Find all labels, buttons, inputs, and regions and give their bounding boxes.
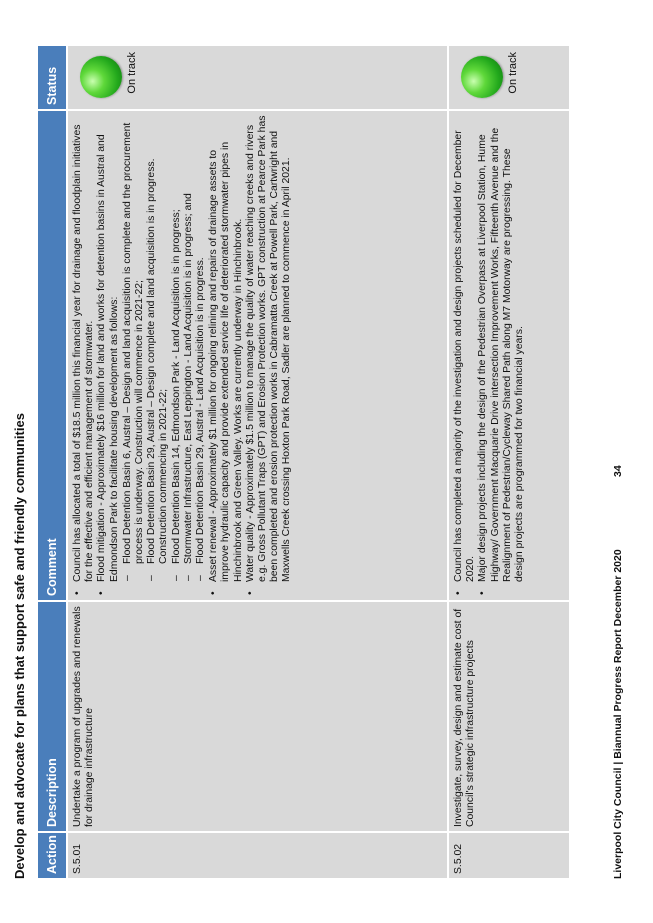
comment-bullet: • Major design projects including the design of the Pedestrian Overpass at Liverpool Station, Hume Highway/ Government Macquarie Drive intersection Improvement Works, Fifteenth Avenue and the Realignment of Pedestrian/Cycleway Shared Path along M7 Motorway are progressing. These design projects are programmed for two financial years. <box>477 115 526 582</box>
status-cell <box>67 45 448 110</box>
comment-bullet: • Asset renewal - Approximately $1 million for ongoing relining and repairs of drainage assets to improve hydraulic capacity and provide extended service life of deteriorated stormwater pipes in Hinchinbrook and Green Valley. Works are currently underway in Hinchinbrook. <box>208 115 245 582</box>
comment-sub-item: – Flood Detention Basin 29, Austral - Land Acquisition is in progress. <box>195 115 207 564</box>
comment-bullet-text: Flood mitigation - Approximately $16 million for land and works for detention basins in Austral and Edmondson Park to facilitate housing development as follows: <box>96 134 120 582</box>
action-code: S.5.01 <box>67 832 448 879</box>
status-cell <box>448 45 570 110</box>
comment-sub-item: – Flood Detention Basin 14, Edmondson Park - Land Acquisition is in progress; <box>171 115 183 564</box>
progress-table <box>36 44 571 880</box>
comment-cell <box>67 110 448 601</box>
header-status: Status <box>37 45 67 110</box>
table-row <box>67 45 448 879</box>
comment-bullet: • Council has allocated a total of $18.5 million this financial year for drainage and floodplain initiatives for the effective and efficient management of stormwater. <box>72 115 96 582</box>
status-text: On track <box>507 52 519 94</box>
status-indicator-icon <box>461 57 503 99</box>
action-code: S.5.02 <box>448 832 570 879</box>
header-action: Action <box>37 832 67 879</box>
header-description: Description <box>37 601 67 832</box>
page-number: 34 <box>612 465 624 477</box>
status-indicator-icon <box>80 57 122 99</box>
table-header-row <box>37 45 67 879</box>
description-cell: Undertake a program of upgrades and renewals for drainage infrastructure <box>67 601 448 832</box>
status-text: On track <box>126 52 138 94</box>
footer-report-title: Liverpool City Council | Biannual Progress Report December 2020 <box>612 549 624 879</box>
section-heading: Develop and advocate for plans that support safe and friendly communities <box>12 413 27 879</box>
comment-bullet: • Water quality - Approximately $1.5 million to manage the quality of water reaching creeks and rivers e.g. Gross Pollutant Traps (GPT) and Erosion Protection works. GPT construction at Pearce Park has been completed and erosion protection works in Cabramatta Creek at Powell Park, Cartwright and Maxwells Creek crossing Hoxton Park Road, Sadler are planned to commence in April 2021. <box>245 115 294 582</box>
comment-bullet <box>96 115 207 582</box>
table-row <box>448 45 570 879</box>
comment-sub-item: – Stormwater Infrastructure, East Leppington - Land Acquisition is in progress; and <box>183 115 195 564</box>
comment-cell <box>448 110 570 601</box>
comment-bullet: • Council has completed a majority of the investigation and design projects scheduled for December 2020. <box>453 115 477 582</box>
header-comment: Comment <box>37 110 67 601</box>
page-footer <box>612 45 632 879</box>
description-cell: Investigate, survey, design and estimate cost of Council's strategic infrastructure projects <box>448 601 570 832</box>
comment-sub-item: – Flood Detention Basin 6, Austral – Design and land acquisition is complete and the procurement process is underway. Construction will commence in 2021-22; <box>122 115 146 564</box>
comment-sub-item: – Flood Detention Basin 29, Austral – Design complete and land acquisition is in progress. Construction commencing in 2021-22; <box>146 115 170 564</box>
